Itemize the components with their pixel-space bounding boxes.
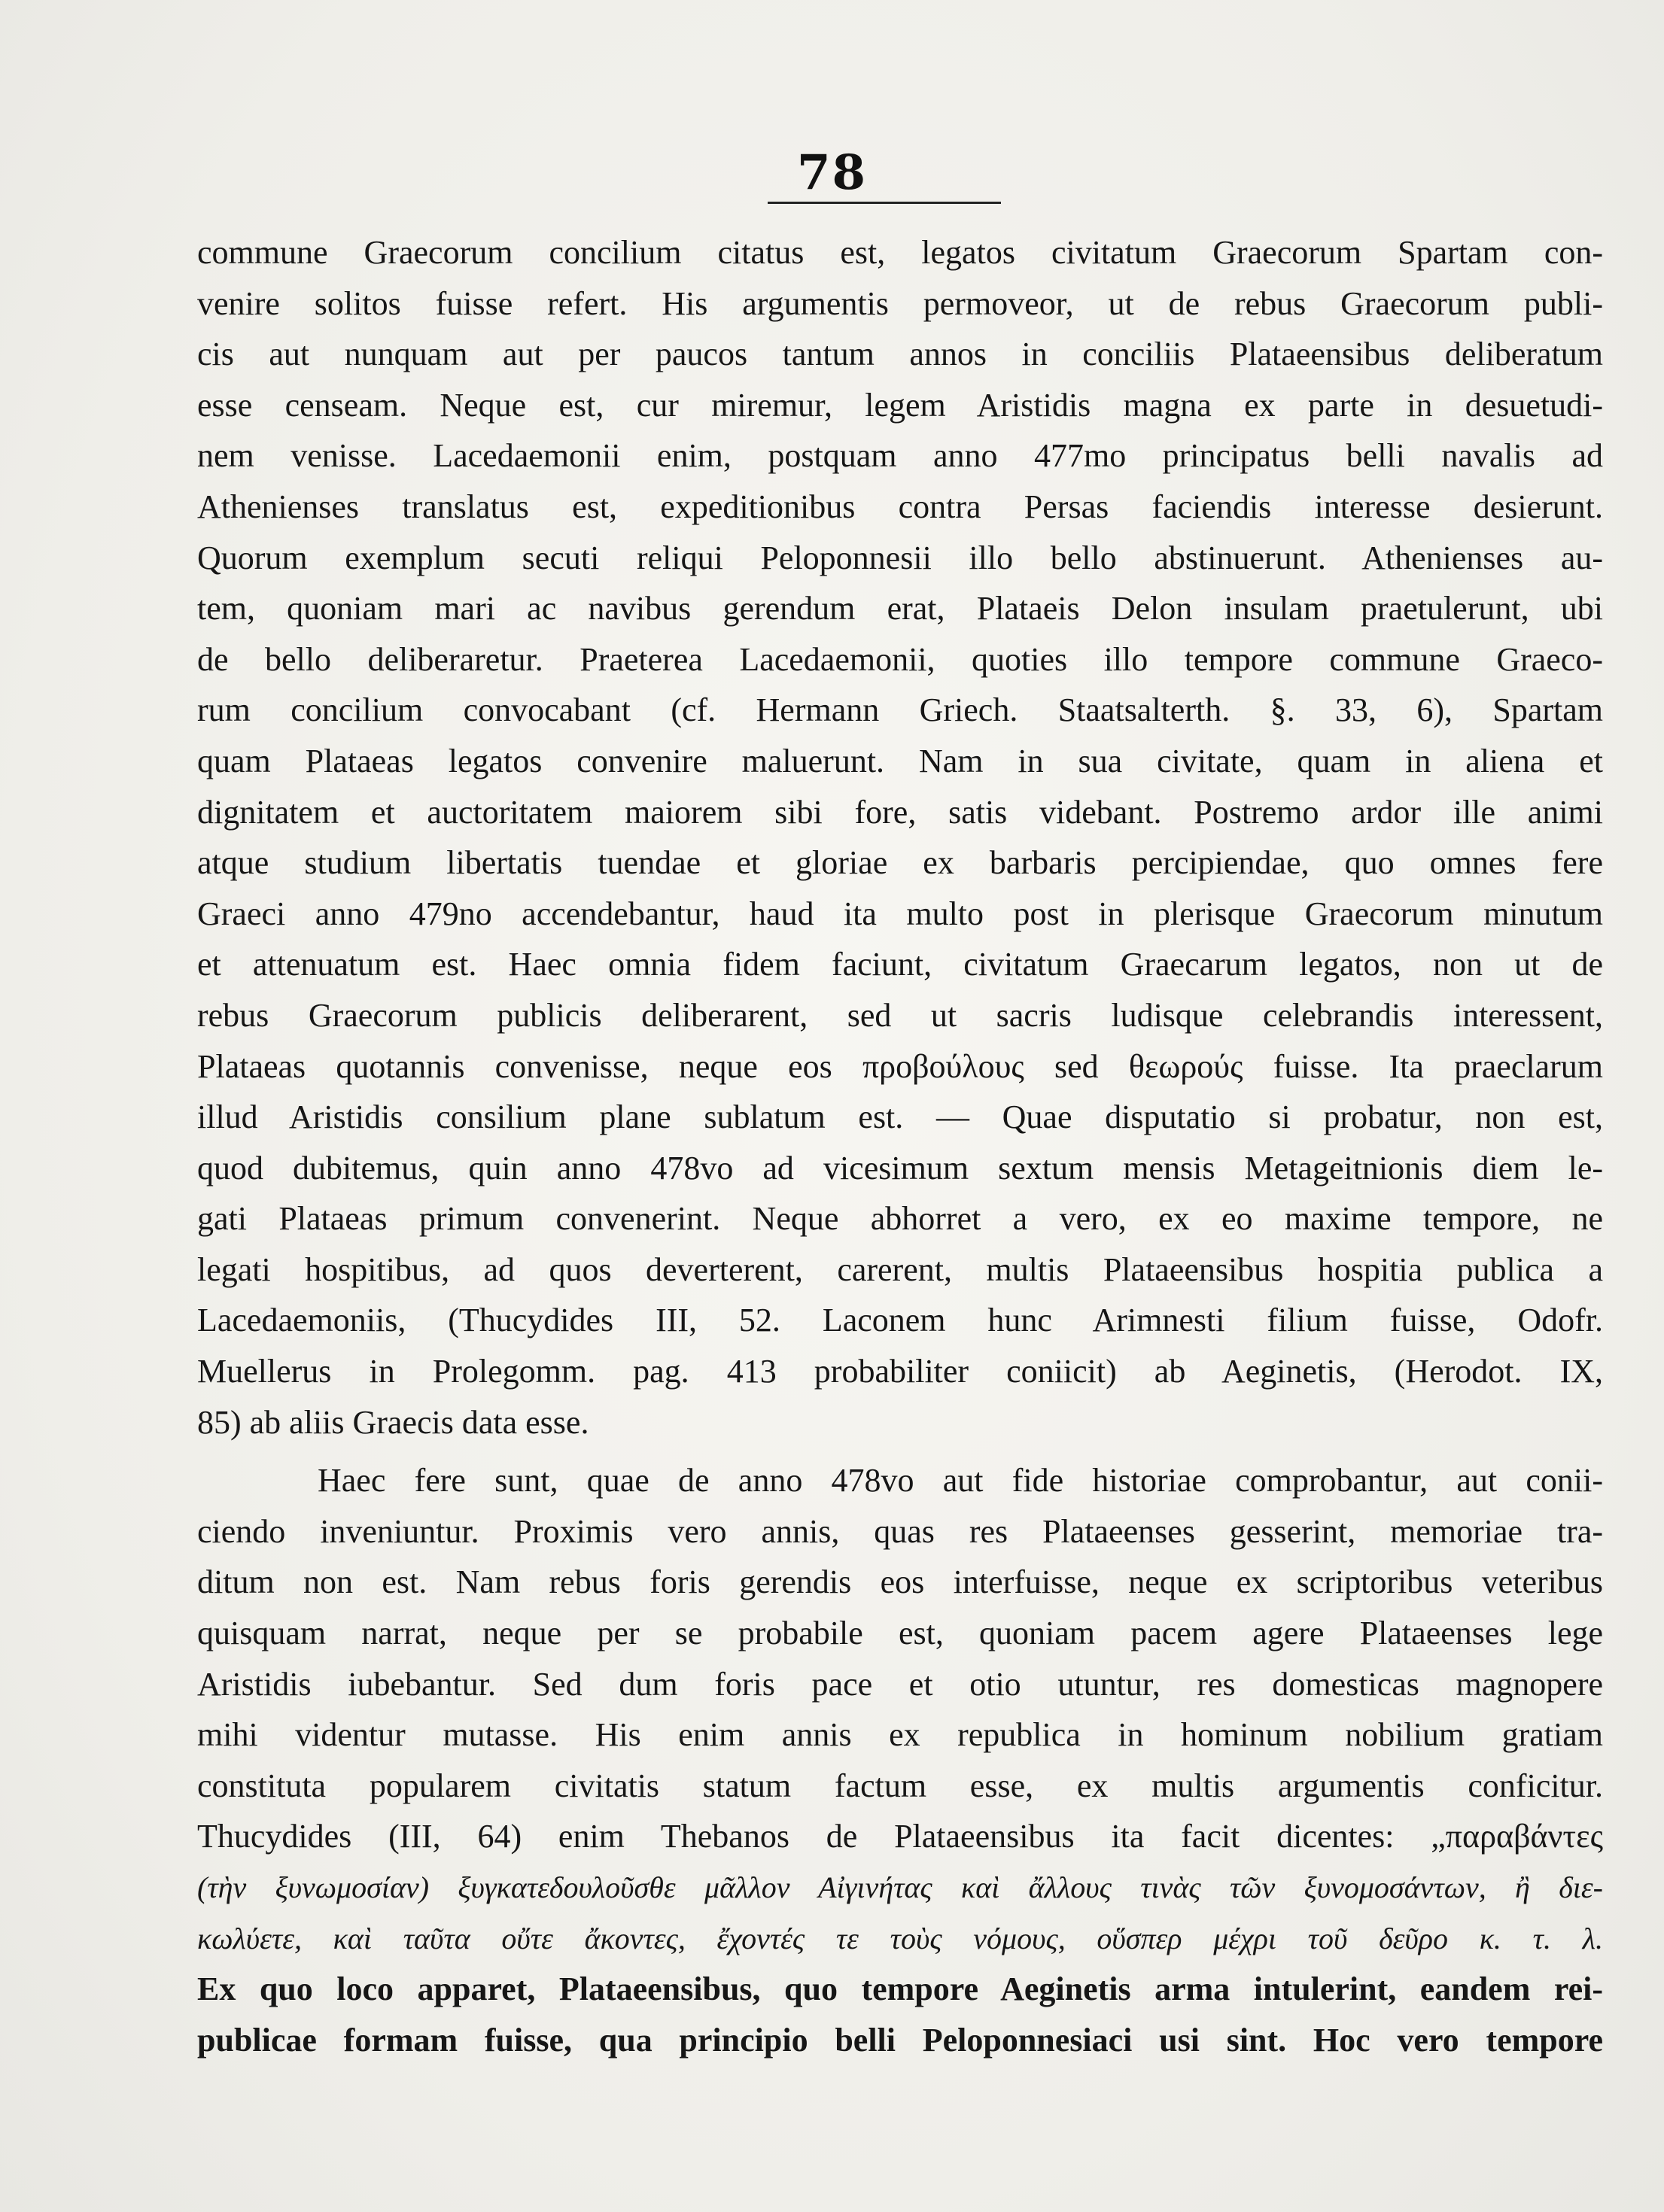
text-line: ciendo inveniuntur. Proximis vero annis, quas res Plataeenses gesserint, memoriae tra-	[197, 1512, 1603, 1550]
text-line: gati Plataeas primum convenerint. Neque abhorret a vero, ex eo maxime tempore, ne	[197, 1200, 1603, 1238]
text-line: rum concilium convocabant (cf. Hermann Griech. Staatsalterth. §. 33, 6), Spartam	[197, 691, 1603, 729]
text-line: Haec fere sunt, quae de anno 478vo aut fide historiae comprobantur, aut conii-	[318, 1462, 1603, 1499]
text-line: atque studium libertatis tuendae et gloriae ex barbaris percipiendae, quo omnes fere	[197, 844, 1603, 882]
text-line: commune Graecorum concilium citatus est, legatos civitatum Graecorum Spartam con-	[197, 234, 1603, 271]
text-line: de bello deliberaretur. Praeterea Lacedaemonii, quoties illo tempore commune Graeco-	[197, 640, 1603, 678]
text-line: constituta popularem civitatis statum factum esse, ex multis argumentis conficitur.	[197, 1767, 1603, 1804]
header-rule	[768, 202, 1001, 204]
text-line: et attenuatum est. Haec omnia fidem faciunt, civitatum Graecarum legatos, non ut de	[197, 946, 1603, 983]
paragraph-gap	[197, 1448, 1603, 1455]
text-line: Ex quo loco apparet, Plataeensibus, quo tempore Aeginetis arma intulerint, eandem rei-	[197, 1970, 1603, 2008]
text-line: quisquam narrat, neque per se probabile est, quoniam pacem agere Plataeenses lege	[197, 1615, 1603, 1652]
page-number: 78	[796, 144, 868, 201]
text-line-greek: (τὴν ξυνωμοσίαν) ξυγκατεδουλοῦσθε μᾶλλον Αἰγινήτας καὶ ἄλλους τινὰς τῶν ξυνομοσάντων, ἢ διε-	[197, 1870, 1603, 1904]
text-line: Aristidis iubebantur. Sed dum foris pace et otio utuntur, res domesticas magnopere	[197, 1665, 1603, 1703]
text-line: 85) ab aliis Graecis data esse.	[197, 1403, 589, 1441]
text-line: tem, quoniam mari ac navibus gerendum erat, Plataeis Delon insulam praetulerunt, ubi	[197, 590, 1603, 627]
text-line: rebus Graecorum publicis deliberarent, sed ut sacris ludisque celebrandis interessent,	[197, 996, 1603, 1034]
text-line: venire solitos fuisse refert. His argumentis permoveor, ut de rebus Graecorum publi-	[197, 284, 1603, 322]
text-line: Muellerus in Prolegomm. pag. 413 probabiliter coniicit) ab Aeginetis, (Herodot. IX,	[197, 1353, 1603, 1390]
text-line: Athenienses translatus est, expeditionibus contra Persas faciendis interesse desierunt.	[197, 488, 1603, 525]
text-line: Graeci anno 479no accendebantur, haud ita multo post in plerisque Graecorum minutum	[197, 895, 1603, 932]
text-line: illud Aristidis consilium plane sublatum est. — Quae disputatio si probatur, non est,	[197, 1098, 1603, 1136]
text-line: Quorum exemplum secuti reliqui Peloponnesii illo bello abstinuerunt. Athenienses au-	[197, 539, 1603, 576]
body-text	[197, 227, 1603, 2065]
text-line: quam Plataeas legatos convenire maluerunt. Nam in sua civitate, quam in aliena et	[197, 742, 1603, 779]
text-line: Thucydides (III, 64) enim Thebanos de Plataeensibus ita facit dicentes: „παραβάντες	[197, 1818, 1603, 1855]
text-line: Lacedaemoniis, (Thucydides III, 52. Laconem hunc Arimnesti filium fuisse, Odofr.	[197, 1302, 1603, 1339]
text-line: publicae formam fuisse, qua principio belli Peloponnesiaci usi sint. Hoc vero tempore	[197, 2021, 1603, 2059]
text-line: cis aut nunquam aut per paucos tantum annos in conciliis Plataeensibus deliberatum	[197, 336, 1603, 373]
text-line: Plataeas quotannis convenisse, neque eos προβούλους sed θεωρούς fuisse. Ita praeclarum	[197, 1047, 1603, 1085]
text-line: ditum non est. Nam rebus foris gerendis eos interfuisse, neque ex scriptoribus veteribus	[197, 1563, 1603, 1601]
text-line: esse censeam. Neque est, cur miremur, legem Aristidis magna ex parte in desuetudi-	[197, 386, 1603, 424]
text-line: nem venisse. Lacedaemonii enim, postquam anno 477mo principatus belli navalis ad	[197, 437, 1603, 475]
text-line: legati hospitibus, ad quos deverterent, carerent, multis Plataeensibus hospitia publica a	[197, 1250, 1603, 1288]
text-line: dignitatem et auctoritatem maiorem sibi fore, satis videbant. Postremo ardor ille animi	[197, 793, 1603, 831]
text-line-greek: κωλύετε, καὶ ταῦτα οὔτε ἄκοντες, ἔχοντές τε τοὺς νόμους, οὕσπερ μέχρι τοῦ δεῦρο κ. τ. λ.	[197, 1921, 1603, 1955]
text-line: mihi videntur mutasse. His enim annis ex republica in hominum nobilium gratiam	[197, 1716, 1603, 1754]
text-line: quod dubitemus, quin anno 478vo ad vicesimum sextum mensis Metageitnionis diem le-	[197, 1149, 1603, 1187]
